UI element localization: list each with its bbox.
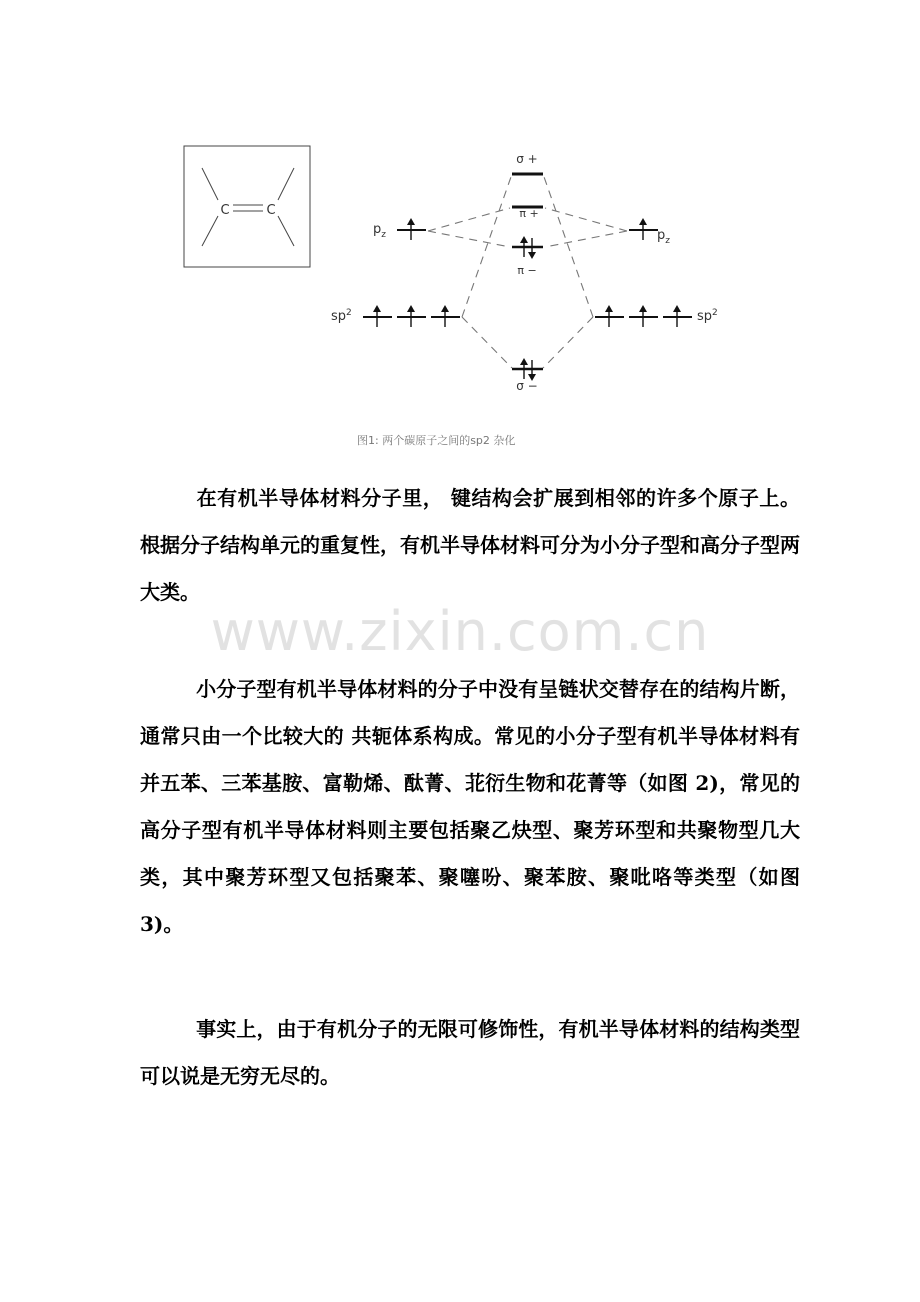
orbital-labels (331, 152, 718, 393)
carbon-atom-left: C (220, 203, 230, 218)
ethylene-structure (184, 146, 310, 267)
electron-arrows (373, 218, 681, 381)
paragraph-3 (140, 1006, 800, 1100)
watermark: www.zixin.com.cn (210, 600, 710, 663)
paragraph-2-text: 小分子型有机半导体材料的分子中没有呈链状交替存在的结构片断，通常只由一个比较大的 共轭体系构成。常见的小分子型有机半导体材料有并五苯、三苯基胺、富勒烯、酞菁、苝衍生物和花菁等（如图 2)，常见的高分子型有机半导体材料则主要包括聚乙炔型、聚芳环型和共聚物型几大类，其中聚芳环型又包括聚苯、聚噻吩、聚苯胺、聚吡咯等类型（如图 3)。 (140, 677, 800, 936)
sp2-left-label: $sp^2$ (331, 308, 352, 324)
sp2-right-label: $sp^2$ (697, 308, 718, 324)
sp2-hybridization-figure (0, 0, 920, 460)
figure-caption: 图1: 两个碳原子之间的sp2 杂化 (357, 434, 516, 447)
pi-star-label: π + (519, 207, 539, 220)
pz-left-label: $p_z$ (373, 222, 386, 240)
paragraph-3-text: 事实上，由于有机分子的无限可修饰性，有机半导体材料的结构类型可以说是无穷无尽的。 (140, 1017, 800, 1088)
structure-frame (184, 146, 310, 267)
sigma-star-label: σ + (516, 152, 538, 166)
paragraph-2 (140, 666, 800, 948)
paragraph-1 (140, 475, 800, 616)
pi-label: π − (517, 264, 537, 277)
paragraph-1-text: 在有机半导体材料分子里， 键结构会扩展到相邻的许多个原子上。根据分子结构单元的重复性，有机半导体材料可分为小分子型和高分子型两大类。 (140, 486, 800, 604)
carbon-atom-right: C (266, 203, 276, 218)
sigma-label: σ − (516, 379, 538, 393)
pz-right-label: $p_z$ (657, 228, 670, 246)
